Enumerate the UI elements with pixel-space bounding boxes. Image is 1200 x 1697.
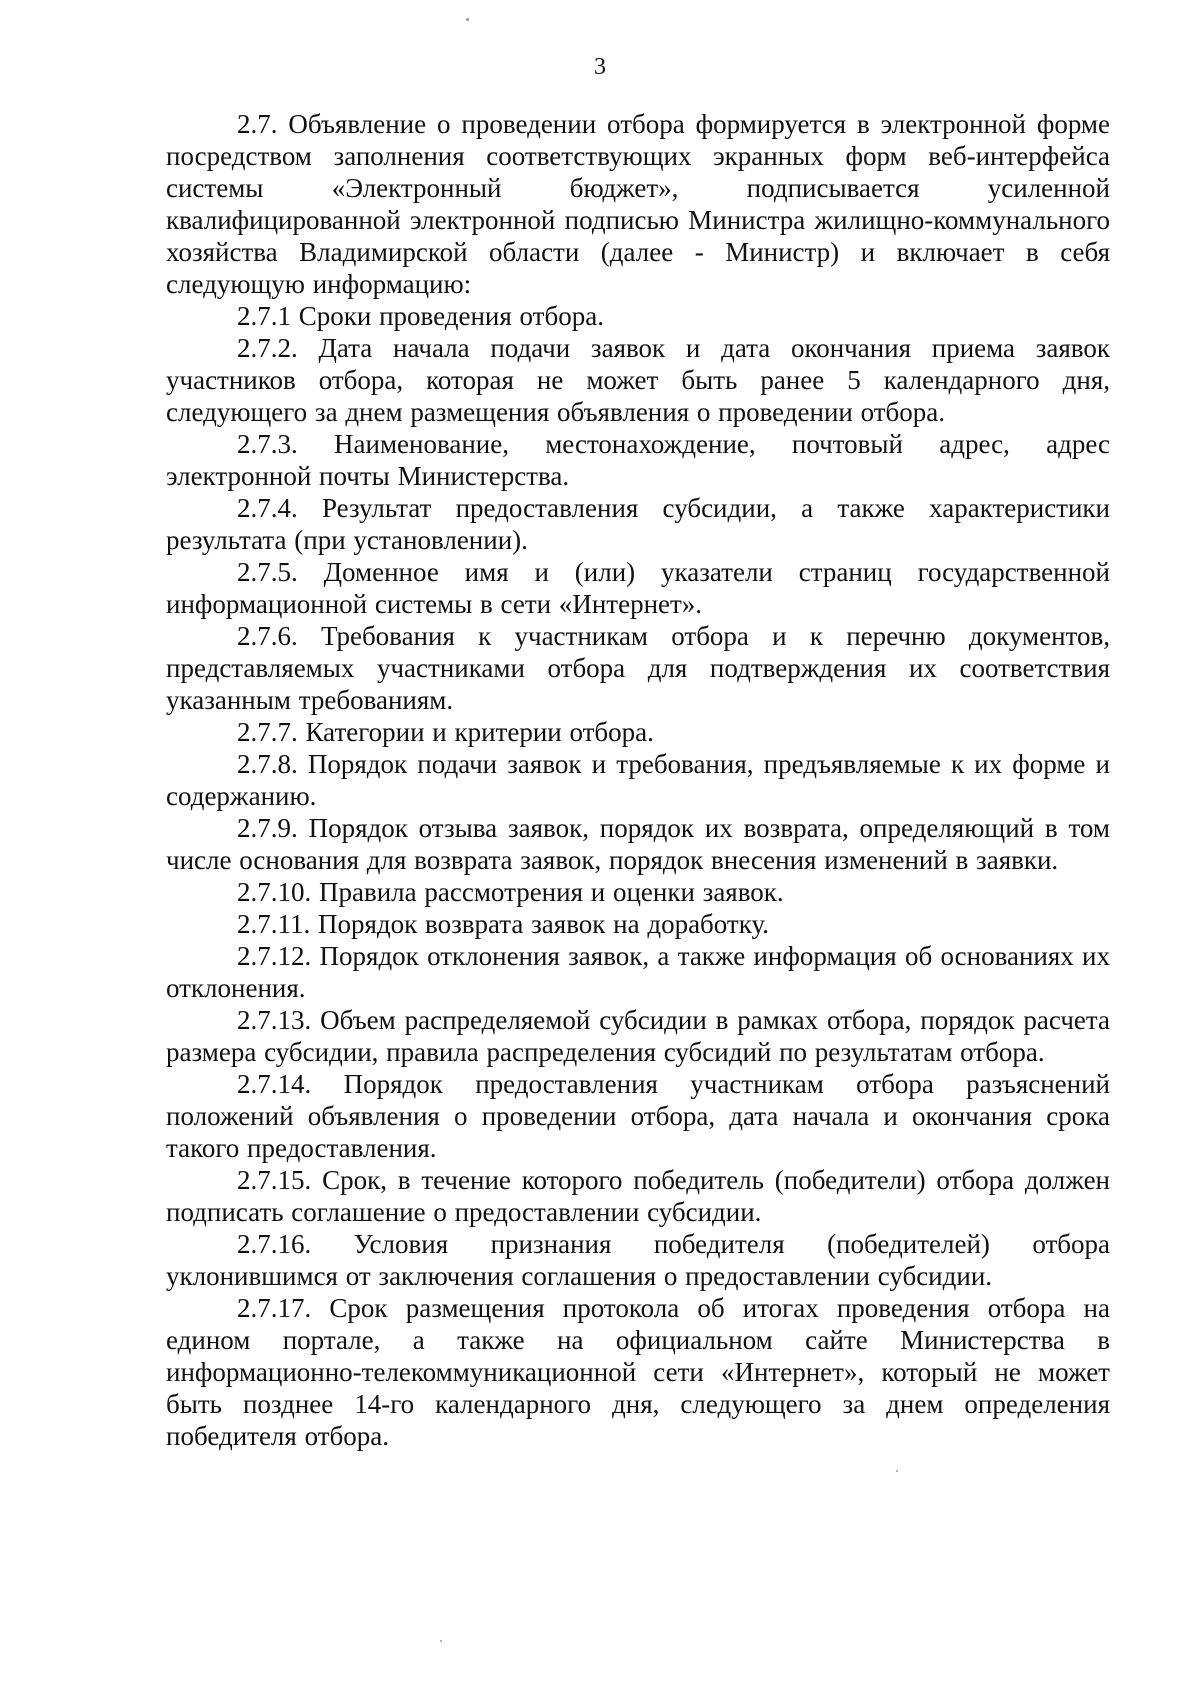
scan-speck xyxy=(440,1640,442,1642)
page-number: 3 xyxy=(594,54,606,80)
paragraph-2-7-16: 2.7.16. Условия признания победителя (победителей) отбора уклонившимся от заключения соглашения о предоставлении субсидии. xyxy=(166,1229,1110,1291)
paragraph-2-7-9: 2.7.9. Порядок отзыва заявок, порядок их возврата, определяющий в том числе основания для возврата заявок, порядок внесения изменений в заявки. xyxy=(166,813,1110,875)
document-body xyxy=(166,108,1110,1452)
paragraph-2-7-8: 2.7.8. Порядок подачи заявок и требования, предъявляемые к их форме и содержанию. xyxy=(166,749,1110,811)
paragraph-2-7-2: 2.7.2. Дата начала подачи заявок и дата окончания приема заявок участников отбора, которая не может быть ранее 5 календарного дня, следующего за днем размещения объявления о проведении отбора. xyxy=(166,333,1110,427)
paragraph-2-7-7: 2.7.7. Категории и критерии отбора. xyxy=(237,717,654,747)
paragraph-2-7-15: 2.7.15. Срок, в течение которого победитель (победители) отбора должен подписать соглашение о предоставлении субсидии. xyxy=(166,1165,1110,1227)
paragraph-2-7-11: 2.7.11. Порядок возврата заявок на доработку. xyxy=(237,909,770,939)
paragraph-2-7-14: 2.7.14. Порядок предоставления участникам отбора разъяснений положений объявления о проведении отбора, дата начала и окончания срока такого предоставления. xyxy=(166,1069,1110,1163)
paragraph-2-7-5: 2.7.5. Доменное имя и (или) указатели страниц государственной информационной системы в сети «Интернет». xyxy=(166,557,1110,619)
paragraph-2-7-17: 2.7.17. Срок размещения протокола об итогах проведения отбора на едином портале, а также на официальном сайте Министерства в информационно-телекоммуникационной сети «Интернет», который не может быть позднее 14-го календарного дня, следующего за днем определения победителя отбора. xyxy=(166,1293,1110,1451)
scan-speck xyxy=(896,1470,898,1472)
paragraph-2-7-4: 2.7.4. Результат предоставления субсидии, а также характеристики результата (при установлении). xyxy=(166,493,1110,555)
paragraph-2-7-10: 2.7.10. Правила рассмотрения и оценки заявок. xyxy=(237,877,784,907)
paragraph-2-7-1: 2.7.1 Сроки проведения отбора. xyxy=(237,301,604,331)
paragraph-2-7-3: 2.7.3. Наименование, местонахождение, почтовый адрес, адрес электронной почты Министерства. xyxy=(166,429,1110,491)
paragraph-2-7: 2.7. Объявление о проведении отбора формируется в электронной форме посредством заполнения соответствующих экранных форм веб-интерфейса системы «Электронный бюджет», подписывается усиленной квалифицированной электронной подписью Министра жилищно-коммунального хозяйства Владимирской области (далее - Министр) и включает в себя следующую информацию: xyxy=(166,109,1110,299)
paragraph-2-7-13: 2.7.13. Объем распределяемой субсидии в рамках отбора, порядок расчета размера субсидии, правила распределения субсидий по результатам отбора. xyxy=(166,1005,1110,1067)
paragraph-2-7-6: 2.7.6. Требования к участникам отбора и к перечню документов, представляемых участниками отбора для подтверждения их соответствия указанным требованиям. xyxy=(166,621,1110,715)
scan-speck xyxy=(466,18,469,21)
paragraph-2-7-12: 2.7.12. Порядок отклонения заявок, а также информация об основаниях их отклонения. xyxy=(166,941,1110,1003)
